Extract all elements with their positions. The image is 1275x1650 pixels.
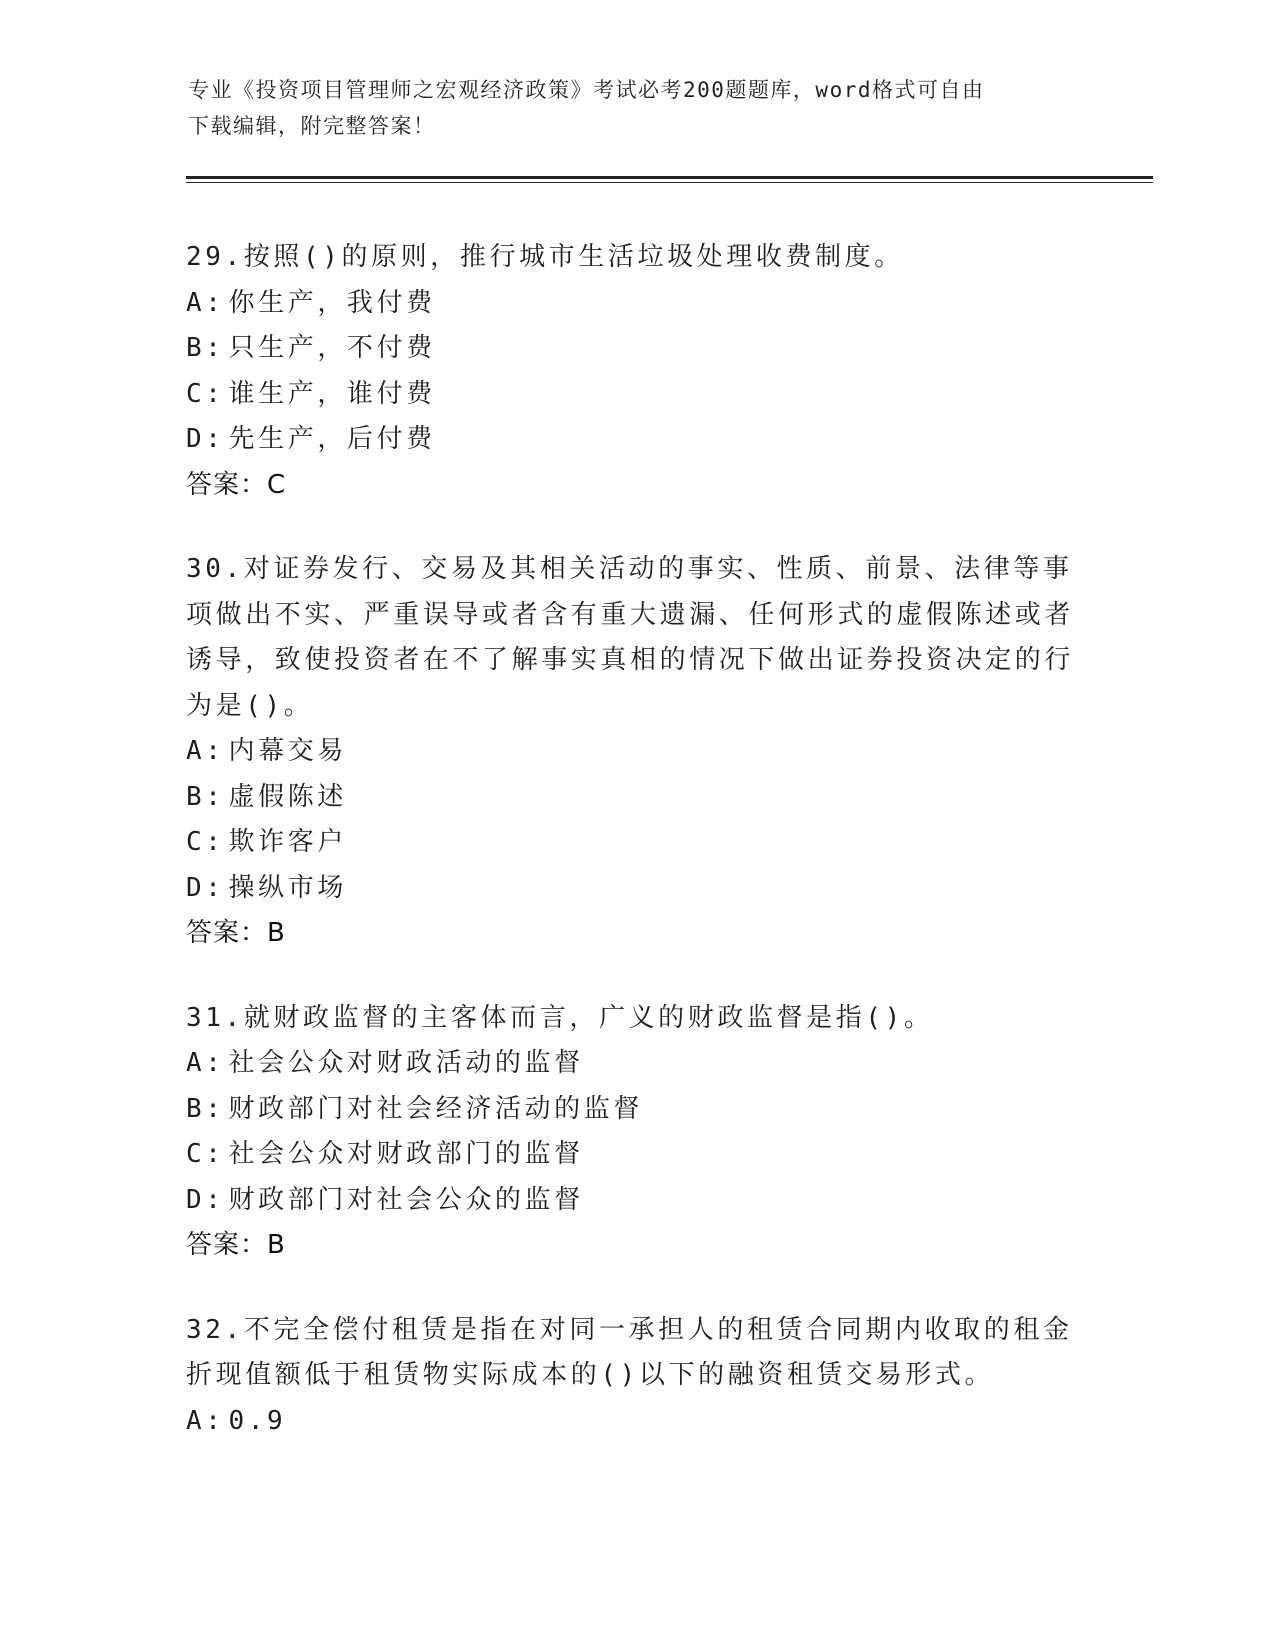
header-divider-thin: [186, 182, 1153, 183]
option-c: [186, 372, 1086, 418]
question-stem: 30.对证券发行、交易及其相关活动的事实、性质、前景、法律等事项做出不实、严重误导或者含有重大遗漏、任何形式的虚假陈述或者诱导，致使投资者在不了解事实真相的情况下做出证券投资决定的行为是()。: [186, 554, 1075, 721]
option-letter: C:: [186, 378, 225, 409]
option-text: 财政部门对社会经济活动的监督: [228, 1093, 643, 1124]
option-b: [186, 326, 1086, 372]
option-letter: C:: [186, 827, 225, 857]
answer-label: 答案：B: [186, 1230, 286, 1260]
header-line-2: 下载编辑，附完整答案！: [188, 114, 436, 138]
answer-label: 答案：C: [186, 469, 287, 500]
option-a: [186, 281, 1086, 327]
question-stem: 31.就财政监督的主客体而言，广义的财政监督是指()。: [186, 1002, 934, 1033]
option-text: 虚假陈述: [228, 781, 347, 812]
option-text: 你生产，我付费: [228, 287, 436, 318]
option-letter: C:: [186, 1139, 225, 1169]
option-a: [186, 1041, 1086, 1087]
option-letter: A:: [186, 736, 225, 766]
option-text: 只生产，不付费: [228, 333, 436, 363]
option-text: 谁生产，谁付费: [228, 378, 436, 409]
option-text: 财政部门对社会公众的监督: [228, 1184, 584, 1215]
option-d: [186, 1178, 1086, 1224]
option-letter: D:: [186, 424, 225, 454]
option-text: 社会公众对财政部门的监督: [228, 1139, 584, 1169]
option-b: [186, 1087, 1086, 1133]
option-a: [186, 729, 1086, 775]
option-text: 先生产，后付费: [228, 424, 436, 454]
option-letter: A:: [186, 1405, 225, 1436]
option-text: 0.9: [228, 1405, 287, 1436]
header-divider-thick: [186, 176, 1153, 179]
option-letter: B:: [186, 333, 225, 363]
option-d: [186, 866, 1086, 912]
option-text: 社会公众对财政活动的监督: [228, 1048, 584, 1078]
header-line-1: 专业《投资项目管理师之宏观经济政策》考试必考200题题库，word格式可自由: [188, 78, 985, 102]
question-29: [186, 235, 1086, 508]
option-letter: D:: [186, 872, 225, 903]
option-letter: D:: [186, 1184, 225, 1215]
option-letter: B:: [186, 781, 225, 812]
question-stem: 32.不完全偿付租赁是指在对同一承担人的租赁合同期内收取的租金折现值额低于租赁物实际成本的()以下的融资租赁交易形式。: [186, 1314, 1073, 1390]
option-letter: B:: [186, 1093, 225, 1124]
question-list: [186, 235, 1086, 1483]
option-d: [186, 417, 1086, 463]
question-stem: 29.按照()的原则，推行城市生活垃圾处理收费制度。: [186, 242, 904, 272]
question-32: [186, 1308, 1086, 1445]
option-letter: A:: [186, 1048, 225, 1078]
option-text: 内幕交易: [228, 736, 347, 766]
option-c: [186, 820, 1086, 866]
question-31: [186, 996, 1086, 1269]
document-header: [188, 72, 1088, 144]
option-b: [186, 775, 1086, 821]
option-c: [186, 1132, 1086, 1178]
answer-label: 答案：B: [186, 918, 286, 948]
question-30: [186, 547, 1086, 957]
option-text: 欺诈客户: [228, 827, 347, 857]
option-letter: A:: [186, 287, 225, 318]
option-a: [186, 1399, 1086, 1445]
option-text: 操纵市场: [228, 872, 347, 903]
